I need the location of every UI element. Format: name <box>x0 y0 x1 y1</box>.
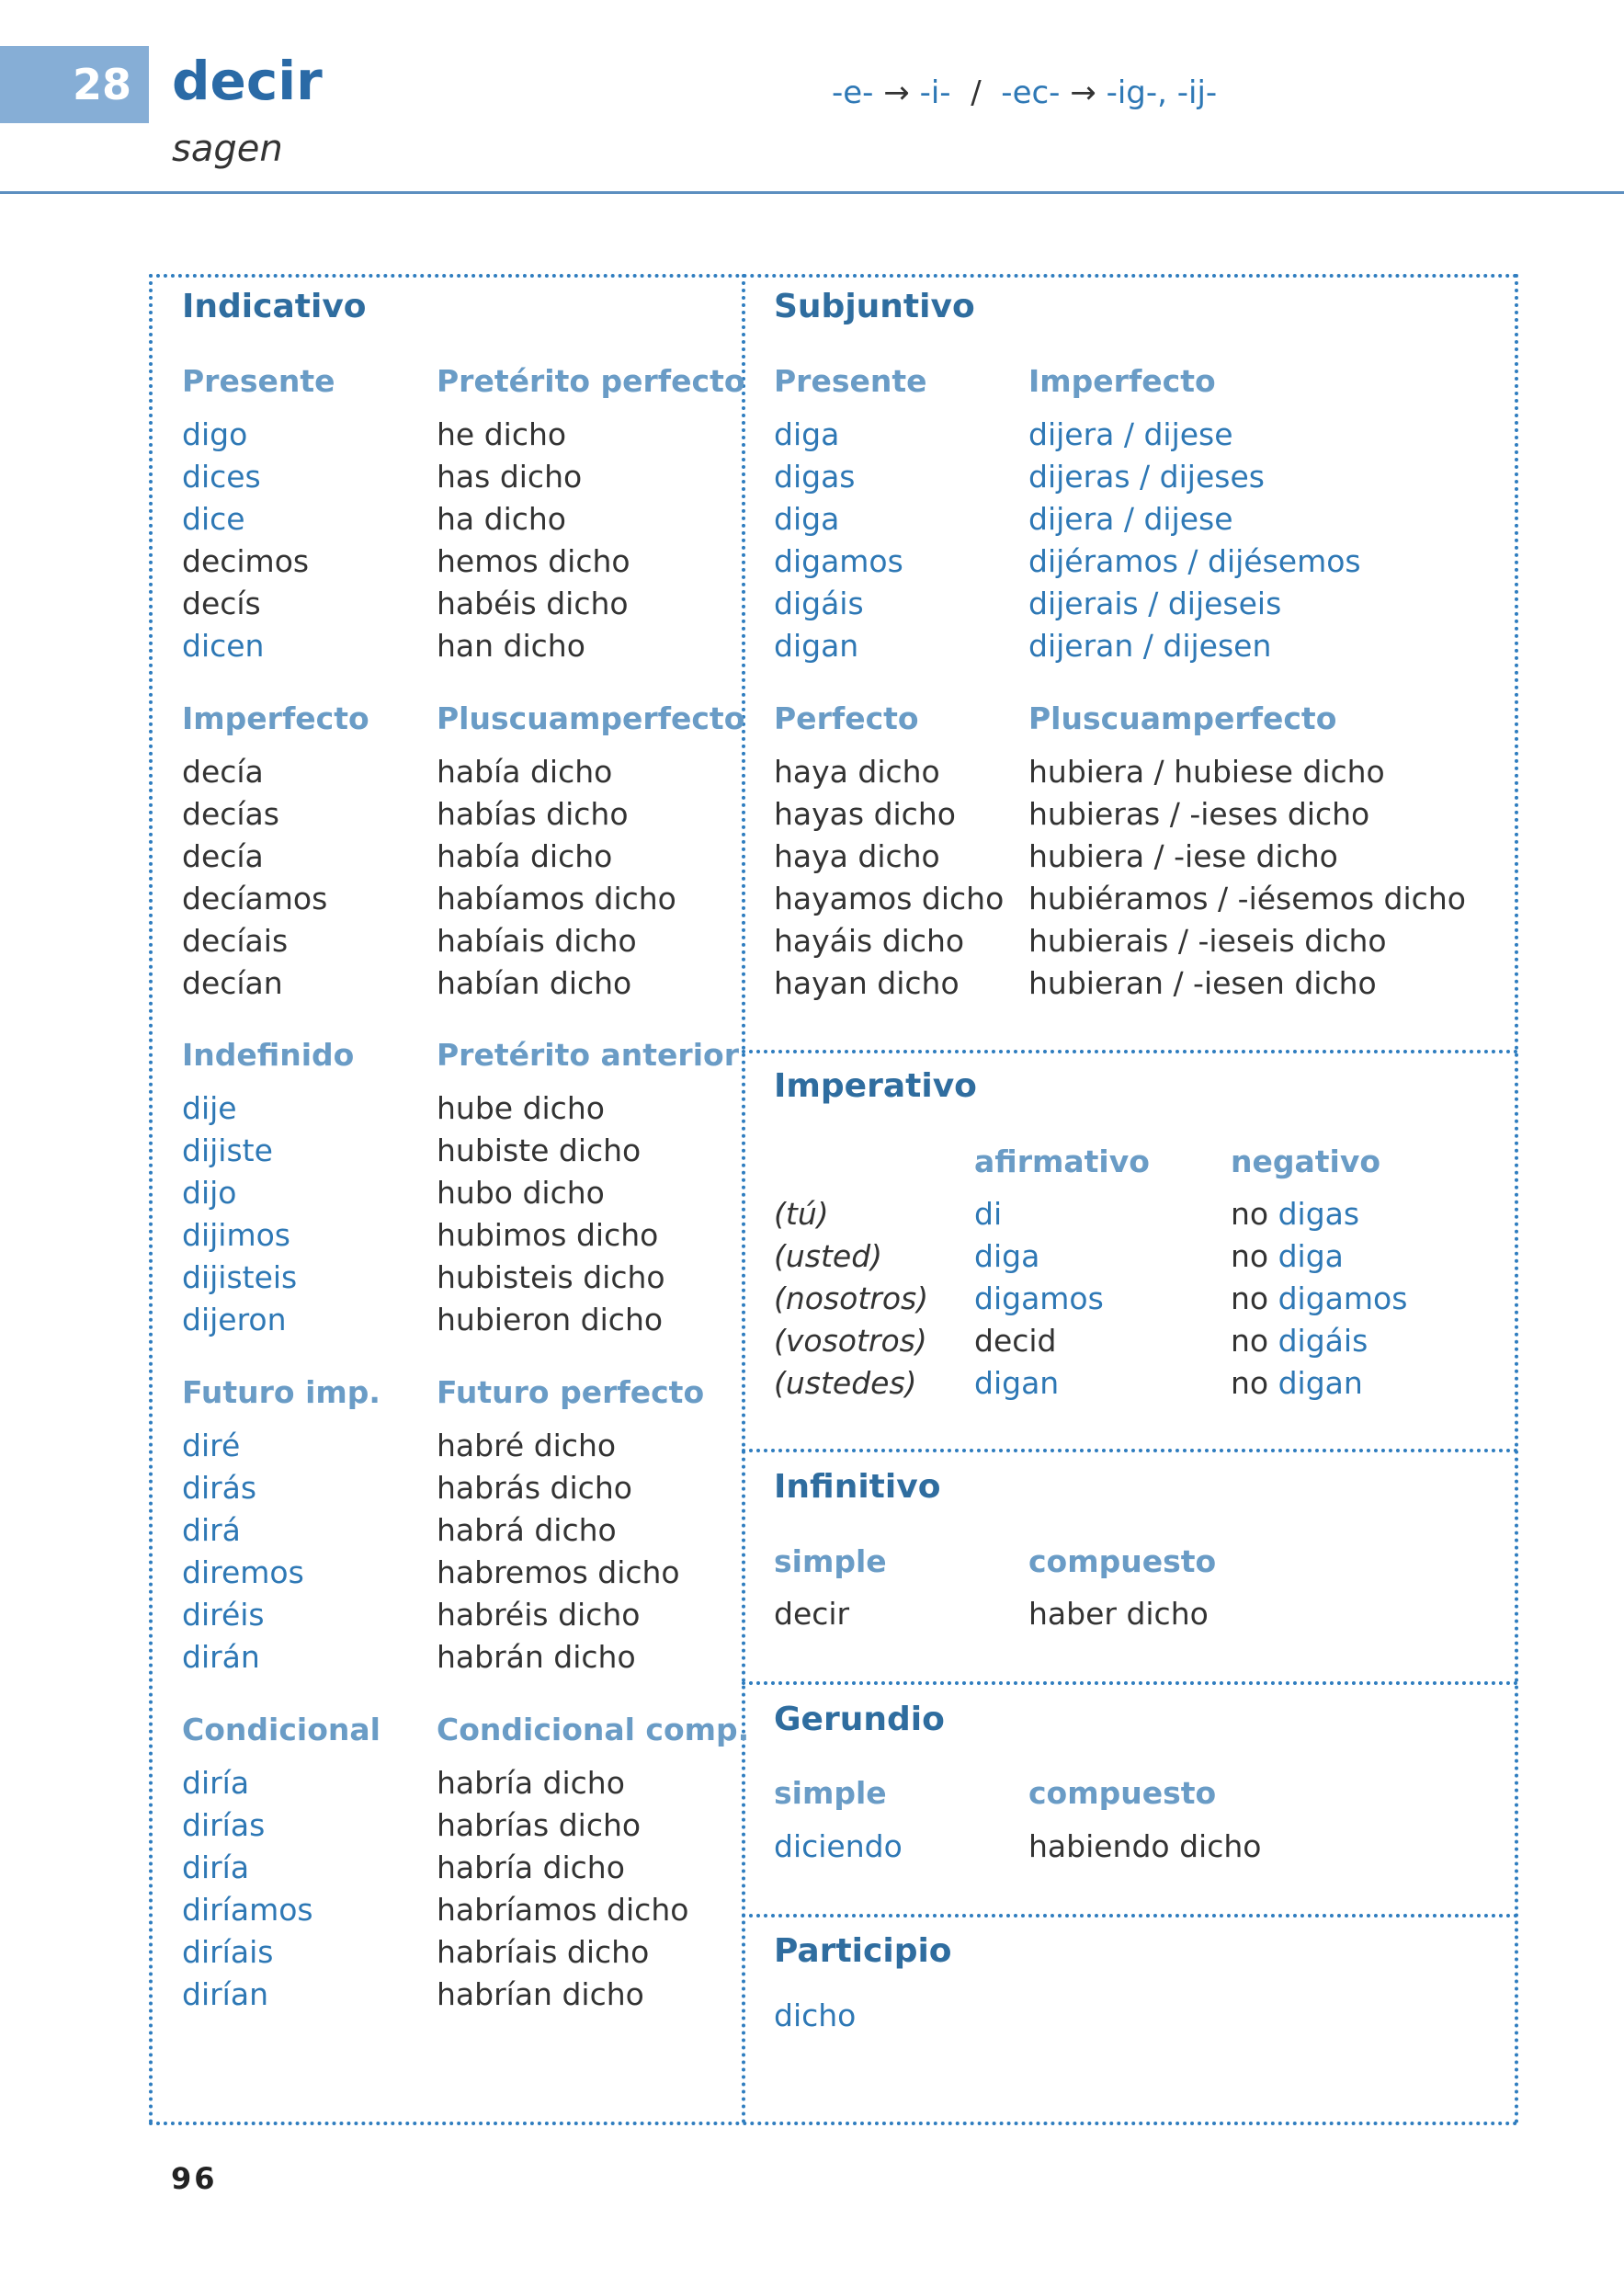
conjugation-form: hubiera / hubiese dicho <box>1028 754 1385 790</box>
imperativo-negativo-label: negativo <box>1231 1144 1381 1179</box>
conjugation-form: dijera / dijese <box>1028 416 1233 452</box>
conjugation-form: dice <box>182 501 245 537</box>
arrow-icon: → <box>883 74 910 111</box>
subjuntivo-imperfecto-list <box>1028 414 1361 667</box>
stem-change-rule <box>832 72 1217 114</box>
conjugation-form: decís <box>182 586 261 621</box>
conjugation-form: habían dicho <box>437 965 632 1001</box>
conjugation-form: decid <box>974 1323 1057 1359</box>
infinitivo-simple-form: decir <box>774 1596 850 1632</box>
participio-title: Participio <box>774 1932 952 1970</box>
subjuntivo-perfecto-label: Perfecto <box>774 700 919 736</box>
conjugation-form: hubieron dicho <box>437 1302 664 1337</box>
subjuntivo-presente-label: Presente <box>774 363 927 399</box>
conjugation-form: diga <box>774 501 840 537</box>
pronoun: (vosotros) <box>774 1323 927 1359</box>
rule-part: -e- <box>832 74 874 111</box>
conjugation-form: habrá dicho <box>437 1512 617 1548</box>
column-divider <box>742 274 745 2125</box>
negation-word: no <box>1231 1238 1269 1274</box>
negative-form: digáis <box>1278 1323 1368 1359</box>
indicativo-indefinido-label: Indefinido <box>182 1037 355 1073</box>
indicativo-futuro-imp-label: Futuro imp. <box>182 1374 380 1410</box>
rule-part: -ec- <box>1001 74 1061 111</box>
imperativo-afirmativo-label: afirmativo <box>974 1144 1150 1179</box>
pronoun: (nosotros) <box>774 1280 929 1316</box>
indicativo-imperfecto-list <box>182 751 327 1005</box>
conjugation-form: dijo <box>182 1175 237 1211</box>
indicativo-futuro-imp-list <box>182 1425 304 1679</box>
conjugation-form: habrías dicho <box>437 1807 642 1843</box>
conjugation-form: hemos dicho <box>437 543 630 579</box>
gerundio-simple-form: diciendo <box>774 1828 903 1864</box>
indicativo-preterito-anterior-label: Pretérito anterior <box>437 1037 739 1073</box>
negation-word: no <box>1231 1280 1269 1316</box>
conjugation-form: dijera / dijese <box>1028 501 1233 537</box>
conjugation-form: diríamos <box>182 1892 313 1928</box>
conjugation-form: decíais <box>182 923 289 959</box>
conjugation-form: habríamos dicho <box>437 1892 689 1928</box>
imperativo-afirmativo-list <box>974 1193 1104 1405</box>
conjugation-form: había dicho <box>437 838 613 874</box>
conjugation-form: decías <box>182 796 279 832</box>
participio-form: dicho <box>774 1997 857 2033</box>
gerundio-compuesto-form: habiendo dicho <box>1028 1828 1262 1864</box>
imperativo-negativo-list <box>1231 1193 1407 1405</box>
page-number: 96 <box>171 2161 218 2196</box>
conjugation-form: ha dicho <box>437 501 566 537</box>
conjugation-form <box>1231 1193 1407 1235</box>
arrow-icon: → <box>1070 74 1096 111</box>
indicativo-presente-list <box>182 414 309 667</box>
indicativo-futuro-perfecto-label: Futuro perfecto <box>437 1374 705 1410</box>
chapter-number: 28 <box>0 46 149 123</box>
subjuntivo-pluscuamperfecto-list <box>1028 751 1466 1005</box>
conjugation-form: dirían <box>182 1976 268 2012</box>
conjugation-form: dijerais / dijeseis <box>1028 586 1282 621</box>
conjugation-form: digamos <box>974 1280 1104 1316</box>
conjugation-form: dije <box>182 1090 237 1126</box>
conjugation-form: habíamos dicho <box>437 881 676 916</box>
conjugation-form: digo <box>182 416 248 452</box>
conjugation-form: diréis <box>182 1597 265 1633</box>
conjugation-form: habéis dicho <box>437 586 629 621</box>
conjugation-form: habríais dicho <box>437 1934 650 1970</box>
conjugation-form: habréis dicho <box>437 1597 641 1633</box>
conjugation-form: has dicho <box>437 459 583 495</box>
infinitivo-simple-label: simple <box>774 1543 887 1579</box>
conjugation-form: digan <box>974 1365 1060 1401</box>
conjugation-form: dicen <box>182 628 265 664</box>
conjugation-form: diga <box>974 1238 1040 1274</box>
conjugation-form: diremos <box>182 1554 304 1590</box>
negative-form: digan <box>1278 1365 1363 1401</box>
conjugation-form: decían <box>182 965 283 1001</box>
indicativo-condicional-comp-list <box>437 1762 688 2016</box>
rule-part: -ig-, -ij- <box>1106 74 1218 111</box>
header-divider <box>0 191 1624 194</box>
conjugation-form: haya dicho <box>774 838 940 874</box>
conjugation-form: digáis <box>774 586 864 621</box>
conjugation-form: dirán <box>182 1639 260 1675</box>
negative-form: digamos <box>1278 1280 1408 1316</box>
pronoun: (tú) <box>774 1196 829 1232</box>
conjugation-form: habría dicho <box>437 1765 625 1801</box>
conjugation-form: dijéramos / dijésemos <box>1028 543 1361 579</box>
infinitivo-compuesto-label: compuesto <box>1028 1543 1217 1579</box>
conjugation-form <box>1231 1235 1407 1278</box>
conjugation-form: hubisteis dicho <box>437 1259 665 1295</box>
conjugation-form: dirás <box>182 1470 257 1506</box>
indicativo-title: Indicativo <box>182 288 367 325</box>
conjugation-form: diría <box>182 1849 250 1885</box>
indicativo-condicional-label: Condicional <box>182 1712 380 1747</box>
indicativo-preterito-perfecto-label: Pretérito perfecto <box>437 363 745 399</box>
conjugation-form: dijeron <box>182 1302 287 1337</box>
conjugation-form: habíais dicho <box>437 923 637 959</box>
conjugation-form: hayas dicho <box>774 796 956 832</box>
indicativo-imperfecto-label: Imperfecto <box>182 700 369 736</box>
indicativo-pluscuamperfecto-list <box>437 751 676 1005</box>
imperativo-title: Imperativo <box>774 1067 977 1105</box>
negative-form: diga <box>1278 1238 1344 1274</box>
conjugation-form: decía <box>182 838 264 874</box>
conjugation-form: hubimos dicho <box>437 1217 659 1253</box>
conjugation-form: han dicho <box>437 628 585 664</box>
subjuntivo-title: Subjuntivo <box>774 288 975 325</box>
conjugation-form: decíamos <box>182 881 328 916</box>
negative-form: digas <box>1278 1196 1360 1232</box>
conjugation-form: hubieras / -ieses dicho <box>1028 796 1370 832</box>
conjugation-form: dices <box>182 459 261 495</box>
conjugation-form: di <box>974 1196 1003 1232</box>
conjugation-form: dijeras / dijeses <box>1028 459 1265 495</box>
verb-title: decir <box>172 50 323 112</box>
conjugation-form: dirías <box>182 1807 266 1843</box>
indicativo-indefinido-list <box>182 1087 297 1341</box>
conjugation-form: hubo dicho <box>437 1175 605 1211</box>
conjugation-form: habría dicho <box>437 1849 625 1885</box>
gerundio-simple-label: simple <box>774 1775 887 1811</box>
infinitivo-compuesto-form: haber dicho <box>1028 1596 1209 1632</box>
conjugation-form: dijisteis <box>182 1259 298 1295</box>
conjugation-form: decía <box>182 754 264 790</box>
conjugation-form: hayamos dicho <box>774 881 1005 916</box>
conjugation-form: digamos <box>774 543 903 579</box>
conjugation-form: habremos dicho <box>437 1554 680 1590</box>
conjugation-form: hube dicho <box>437 1090 605 1126</box>
subjuntivo-imperfecto-label: Imperfecto <box>1028 363 1216 399</box>
conjugation-form <box>1231 1278 1407 1320</box>
rule-separator: / <box>971 74 982 111</box>
indicativo-condicional-comp-label: Condicional comp. <box>437 1712 750 1747</box>
subjuntivo-pluscuamperfecto-label: Pluscuamperfecto <box>1028 700 1337 736</box>
pronoun: (ustedes) <box>774 1365 917 1401</box>
negation-word: no <box>1231 1323 1269 1359</box>
infinitivo-title: Infinitivo <box>774 1468 941 1506</box>
conjugation-form: dijiste <box>182 1132 273 1168</box>
conjugation-form: hubiste dicho <box>437 1132 642 1168</box>
pronoun: (usted) <box>774 1238 883 1274</box>
conjugation-form: dijimos <box>182 1217 290 1253</box>
negation-word: no <box>1231 1365 1269 1401</box>
subjuntivo-presente-list <box>774 414 903 667</box>
indicativo-preterito-perfecto-list <box>437 414 630 667</box>
conjugation-form: hayan dicho <box>774 965 960 1001</box>
verb-translation: sagen <box>172 128 283 170</box>
imperativo-pronouns <box>774 1193 928 1405</box>
indicativo-presente-label: Presente <box>182 363 335 399</box>
conjugation-form: diríais <box>182 1934 274 1970</box>
subjuntivo-perfecto-list <box>774 751 1004 1005</box>
conjugation-form: haya dicho <box>774 754 940 790</box>
conjugation-form <box>1231 1362 1407 1405</box>
section-divider <box>742 1681 1518 1685</box>
section-divider <box>742 1050 1518 1053</box>
section-divider <box>742 1449 1518 1452</box>
conjugation-form: dijeran / dijesen <box>1028 628 1272 664</box>
conjugation-form <box>1231 1320 1407 1362</box>
conjugation-form: hubiera / -iese dicho <box>1028 838 1338 874</box>
conjugation-form: dirá <box>182 1512 241 1548</box>
conjugation-form: hubieran / -iesen dicho <box>1028 965 1377 1001</box>
gerundio-compuesto-label: compuesto <box>1028 1775 1217 1811</box>
rule-part: -i- <box>919 74 951 111</box>
conjugation-form: hubierais / -ieseis dicho <box>1028 923 1387 959</box>
conjugation-form: he dicho <box>437 416 567 452</box>
indicativo-futuro-perfecto-list <box>437 1425 680 1679</box>
conjugation-form: decimos <box>182 543 310 579</box>
gerundio-title: Gerundio <box>774 1701 945 1738</box>
conjugation-form: diga <box>774 416 840 452</box>
conjugation-form: habrán dicho <box>437 1639 636 1675</box>
negation-word: no <box>1231 1196 1269 1232</box>
conjugation-form: había dicho <box>437 754 613 790</box>
conjugation-form: habrían dicho <box>437 1976 644 2012</box>
indicativo-pluscuamperfecto-label: Pluscuamperfecto <box>437 700 745 736</box>
conjugation-form: diría <box>182 1765 250 1801</box>
indicativo-preterito-anterior-list <box>437 1087 665 1341</box>
section-divider <box>742 1914 1518 1918</box>
conjugation-form: habré dicho <box>437 1428 617 1463</box>
conjugation-form: digan <box>774 628 859 664</box>
conjugation-form: habías dicho <box>437 796 629 832</box>
conjugation-form: hubiéramos / -iésemos dicho <box>1028 881 1466 916</box>
indicativo-condicional-list <box>182 1762 313 2016</box>
conjugation-form: habrás dicho <box>437 1470 632 1506</box>
conjugation-form: diré <box>182 1428 241 1463</box>
conjugation-form: hayáis dicho <box>774 923 965 959</box>
conjugation-form: digas <box>774 459 856 495</box>
